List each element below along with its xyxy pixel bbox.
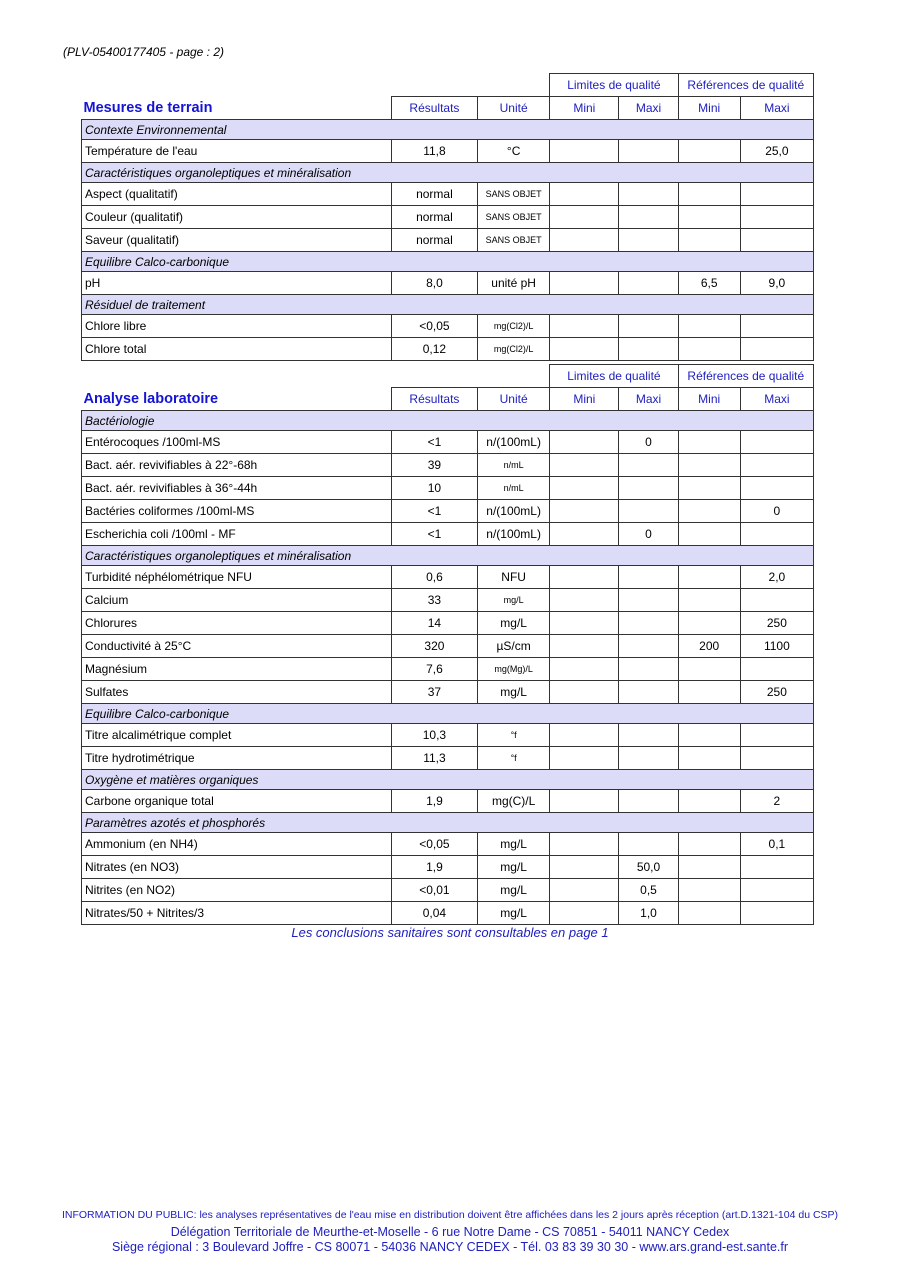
limit-maxi-value bbox=[619, 566, 678, 589]
result-value: 1,9 bbox=[391, 790, 477, 813]
result-value: <1 bbox=[391, 500, 477, 523]
ref-mini-value bbox=[678, 183, 740, 206]
result-value: 37 bbox=[391, 681, 477, 704]
unit-value: mg(Cl2)/L bbox=[478, 338, 550, 361]
group-row bbox=[82, 704, 814, 724]
ref-mini-value bbox=[678, 477, 740, 500]
ref-maxi-value bbox=[740, 431, 813, 454]
unit-value: mg/L bbox=[478, 856, 550, 879]
unit-value: n/mL bbox=[478, 477, 550, 500]
ref-maxi-value bbox=[740, 523, 813, 546]
unit-value: °f bbox=[478, 747, 550, 770]
table-row bbox=[82, 140, 814, 163]
unit-value: SANS OBJET bbox=[478, 229, 550, 252]
limit-maxi-value bbox=[619, 612, 678, 635]
ref-maxi-value bbox=[740, 589, 813, 612]
limit-mini-value bbox=[550, 454, 619, 477]
parameter-name: Saveur (qualitatif) bbox=[82, 229, 392, 252]
limit-maxi-value: 0 bbox=[619, 431, 678, 454]
result-value: normal bbox=[391, 206, 477, 229]
labo-tbody bbox=[82, 365, 814, 925]
result-value: 11,8 bbox=[391, 140, 477, 163]
ref-maxi-value: 250 bbox=[740, 612, 813, 635]
limit-mini-value bbox=[550, 790, 619, 813]
limit-mini-value bbox=[550, 658, 619, 681]
parameter-name: Calcium bbox=[82, 589, 392, 612]
limit-maxi-value bbox=[619, 183, 678, 206]
limit-mini-value bbox=[550, 856, 619, 879]
ref-maxi-value bbox=[740, 658, 813, 681]
header-unite: Unité bbox=[478, 388, 550, 411]
footer-delegation: Délégation Territoriale de Meurthe-et-Moselle - 6 rue Notre Dame - CS 70851 - 54011 NANCY Cedex bbox=[170, 1225, 730, 1239]
table-row bbox=[82, 454, 814, 477]
parameter-name: Sulfates bbox=[82, 681, 392, 704]
unit-value: mg/L bbox=[478, 589, 550, 612]
limit-mini-value bbox=[550, 747, 619, 770]
limit-mini-value bbox=[550, 338, 619, 361]
ref-mini-value bbox=[678, 140, 740, 163]
limit-maxi-value bbox=[619, 140, 678, 163]
parameter-name: Entérocoques /100ml-MS bbox=[82, 431, 392, 454]
ref-maxi-value bbox=[740, 338, 813, 361]
unit-value: n/mL bbox=[478, 454, 550, 477]
ref-mini-value bbox=[678, 747, 740, 770]
header-unite: Unité bbox=[478, 97, 550, 120]
result-value: 10 bbox=[391, 477, 477, 500]
ref-mini-value bbox=[678, 229, 740, 252]
limit-mini-value bbox=[550, 879, 619, 902]
limit-maxi-value: 50,0 bbox=[619, 856, 678, 879]
group-label: Résiduel de traitement bbox=[82, 295, 814, 315]
header-ref-mini: Mini bbox=[678, 97, 740, 120]
result-value: 320 bbox=[391, 635, 477, 658]
ref-mini-value bbox=[678, 658, 740, 681]
result-value: normal bbox=[391, 229, 477, 252]
limit-maxi-value bbox=[619, 833, 678, 856]
parameter-name: Ammonium (en NH4) bbox=[82, 833, 392, 856]
limit-maxi-value bbox=[619, 477, 678, 500]
table-row bbox=[82, 523, 814, 546]
unit-value: unité pH bbox=[478, 272, 550, 295]
limit-mini-value bbox=[550, 523, 619, 546]
table-row bbox=[82, 431, 814, 454]
limit-maxi-value bbox=[619, 681, 678, 704]
limit-mini-value bbox=[550, 902, 619, 925]
ref-mini-value bbox=[678, 454, 740, 477]
page-reference: (PLV-05400177405 - page : 2) bbox=[63, 45, 225, 59]
limit-mini-value bbox=[550, 229, 619, 252]
table-row bbox=[82, 183, 814, 206]
table-row bbox=[82, 338, 814, 361]
limit-mini-value bbox=[550, 635, 619, 658]
result-value: 0,04 bbox=[391, 902, 477, 925]
unit-value: mg/L bbox=[478, 681, 550, 704]
parameter-name: pH bbox=[82, 272, 392, 295]
group-label: Paramètres azotés et phosphorés bbox=[82, 813, 814, 833]
parameter-name: Aspect (qualitatif) bbox=[82, 183, 392, 206]
table-row bbox=[82, 589, 814, 612]
result-value: 0,6 bbox=[391, 566, 477, 589]
header-limit-maxi: Maxi bbox=[619, 97, 678, 120]
parameter-name: Escherichia coli /100ml - MF bbox=[82, 523, 392, 546]
table-row bbox=[82, 500, 814, 523]
limit-maxi-value bbox=[619, 454, 678, 477]
ref-maxi-value bbox=[740, 477, 813, 500]
unit-value: mg/L bbox=[478, 879, 550, 902]
group-row bbox=[82, 411, 814, 431]
group-label: Caractéristiques organoleptiques et minéralisation bbox=[82, 546, 814, 566]
ref-maxi-value: 0,1 bbox=[740, 833, 813, 856]
result-value: 39 bbox=[391, 454, 477, 477]
ref-mini-value bbox=[678, 879, 740, 902]
footer-siege: Siège régional : 3 Boulevard Joffre - CS 80071 - 54036 NANCY CEDEX - Tél. 03 83 39 30 30 - www.ars.grand-est.sante.fr bbox=[111, 1240, 789, 1254]
header-spacer bbox=[82, 365, 550, 388]
table-row bbox=[82, 229, 814, 252]
result-value: <0,05 bbox=[391, 315, 477, 338]
unit-value: mg/L bbox=[478, 612, 550, 635]
limit-mini-value bbox=[550, 681, 619, 704]
parameter-name: Chlore total bbox=[82, 338, 392, 361]
ref-maxi-value: 0 bbox=[740, 500, 813, 523]
ref-mini-value bbox=[678, 338, 740, 361]
ref-mini-value bbox=[678, 431, 740, 454]
table-row bbox=[82, 681, 814, 704]
parameter-name: Carbone organique total bbox=[82, 790, 392, 813]
limit-mini-value bbox=[550, 589, 619, 612]
group-label: Equilibre Calco-carbonique bbox=[82, 704, 814, 724]
parameter-name: Nitrites (en NO2) bbox=[82, 879, 392, 902]
limit-maxi-value bbox=[619, 338, 678, 361]
unit-value: mg(Mg)/L bbox=[478, 658, 550, 681]
parameter-name: Bactéries coliformes /100ml-MS bbox=[82, 500, 392, 523]
parameter-name: Couleur (qualitatif) bbox=[82, 206, 392, 229]
unit-value: SANS OBJET bbox=[478, 206, 550, 229]
ref-maxi-value bbox=[740, 856, 813, 879]
result-value: 7,6 bbox=[391, 658, 477, 681]
result-value: 10,3 bbox=[391, 724, 477, 747]
parameter-name: Température de l'eau bbox=[82, 140, 392, 163]
result-value: 8,0 bbox=[391, 272, 477, 295]
limit-mini-value bbox=[550, 500, 619, 523]
limit-maxi-value bbox=[619, 206, 678, 229]
unit-value: µS/cm bbox=[478, 635, 550, 658]
ref-mini-value bbox=[678, 902, 740, 925]
ref-mini-value: 6,5 bbox=[678, 272, 740, 295]
table-row bbox=[82, 658, 814, 681]
unit-value: mg(C)/L bbox=[478, 790, 550, 813]
footer-public-info: INFORMATION DU PUBLIC: les analyses représentatives de l'eau mise en distribution doivent être affichées dans les 2 jours après réception (art.D.1321-104 du CSP) bbox=[61, 1209, 839, 1221]
ref-mini-value bbox=[678, 833, 740, 856]
group-label: Bactériologie bbox=[82, 411, 814, 431]
ref-mini-value bbox=[678, 612, 740, 635]
table-row bbox=[82, 315, 814, 338]
header-ref-mini: Mini bbox=[678, 388, 740, 411]
ref-maxi-value: 9,0 bbox=[740, 272, 813, 295]
table-row bbox=[82, 902, 814, 925]
group-label: Oxygène et matières organiques bbox=[82, 770, 814, 790]
ref-maxi-value bbox=[740, 879, 813, 902]
result-value: <0,05 bbox=[391, 833, 477, 856]
group-label: Contexte Environnemental bbox=[82, 120, 814, 140]
ref-maxi-value: 1100 bbox=[740, 635, 813, 658]
parameter-name: Titre alcalimétrique complet bbox=[82, 724, 392, 747]
section-title: Mesures de terrain bbox=[83, 99, 213, 116]
table-row bbox=[82, 833, 814, 856]
group-row bbox=[82, 163, 814, 183]
parameter-name: Bact. aér. revivifiables à 36°-44h bbox=[82, 477, 392, 500]
limit-maxi-value bbox=[619, 500, 678, 523]
group-label: Equilibre Calco-carbonique bbox=[82, 252, 814, 272]
ref-maxi-value bbox=[740, 315, 813, 338]
ref-mini-value bbox=[678, 589, 740, 612]
section-title: Analyse laboratoire bbox=[83, 390, 219, 407]
limit-maxi-value bbox=[619, 658, 678, 681]
header-references-qualite: Références de qualité bbox=[678, 365, 813, 388]
group-row bbox=[82, 546, 814, 566]
parameter-name: Bact. aér. revivifiables à 22°-68h bbox=[82, 454, 392, 477]
ref-maxi-value: 2 bbox=[740, 790, 813, 813]
header-row-columns bbox=[82, 388, 814, 411]
result-value: 0,12 bbox=[391, 338, 477, 361]
table-row bbox=[82, 747, 814, 770]
ref-mini-value: 200 bbox=[678, 635, 740, 658]
unit-value: n/(100mL) bbox=[478, 500, 550, 523]
parameter-name: Nitrates (en NO3) bbox=[82, 856, 392, 879]
limit-mini-value bbox=[550, 724, 619, 747]
ref-mini-value bbox=[678, 856, 740, 879]
table-row bbox=[82, 879, 814, 902]
conclusion-note: Les conclusions sanitaires sont consultables en page 1 bbox=[291, 925, 609, 940]
limit-mini-value bbox=[550, 566, 619, 589]
group-row bbox=[82, 295, 814, 315]
header-limites-qualite: Limites de qualité bbox=[550, 365, 678, 388]
limit-maxi-value bbox=[619, 315, 678, 338]
ref-maxi-value: 25,0 bbox=[740, 140, 813, 163]
terrain-table bbox=[81, 73, 814, 361]
header-row-columns bbox=[82, 97, 814, 120]
table-row bbox=[82, 477, 814, 500]
table-row bbox=[82, 206, 814, 229]
unit-value: n/(100mL) bbox=[478, 523, 550, 546]
table-row bbox=[82, 856, 814, 879]
limit-maxi-value bbox=[619, 272, 678, 295]
table-row bbox=[82, 790, 814, 813]
result-value: <1 bbox=[391, 523, 477, 546]
ref-maxi-value bbox=[740, 229, 813, 252]
limit-mini-value bbox=[550, 477, 619, 500]
ref-mini-value bbox=[678, 500, 740, 523]
limit-maxi-value: 1,0 bbox=[619, 902, 678, 925]
limit-mini-value bbox=[550, 833, 619, 856]
table-row bbox=[82, 272, 814, 295]
result-value: <0,01 bbox=[391, 879, 477, 902]
limit-maxi-value bbox=[619, 724, 678, 747]
limit-mini-value bbox=[550, 206, 619, 229]
table-row bbox=[82, 635, 814, 658]
limit-mini-value bbox=[550, 140, 619, 163]
unit-value: °C bbox=[478, 140, 550, 163]
limit-maxi-value bbox=[619, 635, 678, 658]
ref-mini-value bbox=[678, 681, 740, 704]
limit-maxi-value bbox=[619, 747, 678, 770]
parameter-name: Conductivité à 25°C bbox=[82, 635, 392, 658]
result-value: 1,9 bbox=[391, 856, 477, 879]
ref-maxi-value: 2,0 bbox=[740, 566, 813, 589]
header-limit-mini: Mini bbox=[550, 97, 619, 120]
limit-mini-value bbox=[550, 272, 619, 295]
unit-value: mg/L bbox=[478, 902, 550, 925]
ref-maxi-value bbox=[740, 206, 813, 229]
header-resultats: Résultats bbox=[391, 97, 477, 120]
group-row bbox=[82, 770, 814, 790]
table-row bbox=[82, 612, 814, 635]
parameter-name: Nitrates/50 + Nitrites/3 bbox=[82, 902, 392, 925]
limit-mini-value bbox=[550, 183, 619, 206]
header-resultats: Résultats bbox=[391, 388, 477, 411]
limit-maxi-value: 0 bbox=[619, 523, 678, 546]
limit-maxi-value: 0,5 bbox=[619, 879, 678, 902]
group-row bbox=[82, 120, 814, 140]
ref-maxi-value bbox=[740, 183, 813, 206]
unit-value: °f bbox=[478, 724, 550, 747]
labo-table bbox=[81, 364, 814, 925]
ref-maxi-value bbox=[740, 724, 813, 747]
header-ref-maxi: Maxi bbox=[740, 97, 813, 120]
group-label: Caractéristiques organoleptiques et minéralisation bbox=[82, 163, 814, 183]
unit-value: NFU bbox=[478, 566, 550, 589]
ref-mini-value bbox=[678, 315, 740, 338]
header-spacer bbox=[82, 74, 550, 97]
labo-section bbox=[81, 364, 814, 925]
result-value: 33 bbox=[391, 589, 477, 612]
unit-value: n/(100mL) bbox=[478, 431, 550, 454]
limit-mini-value bbox=[550, 612, 619, 635]
limit-maxi-value bbox=[619, 229, 678, 252]
parameter-name: Magnésium bbox=[82, 658, 392, 681]
ref-mini-value bbox=[678, 566, 740, 589]
limit-maxi-value bbox=[619, 790, 678, 813]
header-row-limits bbox=[82, 74, 814, 97]
table-row bbox=[82, 724, 814, 747]
parameter-name: Titre hydrotimétrique bbox=[82, 747, 392, 770]
parameter-name: Chlore libre bbox=[82, 315, 392, 338]
ref-maxi-value: 250 bbox=[740, 681, 813, 704]
limit-maxi-value bbox=[619, 589, 678, 612]
table-row bbox=[82, 566, 814, 589]
unit-value: SANS OBJET bbox=[478, 183, 550, 206]
header-limit-maxi: Maxi bbox=[619, 388, 678, 411]
terrain-section bbox=[81, 73, 814, 361]
ref-mini-value bbox=[678, 790, 740, 813]
group-row bbox=[82, 813, 814, 833]
header-ref-maxi: Maxi bbox=[740, 388, 813, 411]
header-limit-mini: Mini bbox=[550, 388, 619, 411]
ref-mini-value bbox=[678, 523, 740, 546]
header-row-limits bbox=[82, 365, 814, 388]
ref-maxi-value bbox=[740, 454, 813, 477]
parameter-name: Turbidité néphélométrique NFU bbox=[82, 566, 392, 589]
ref-mini-value bbox=[678, 724, 740, 747]
group-row bbox=[82, 252, 814, 272]
limit-mini-value bbox=[550, 431, 619, 454]
parameter-name: Chlorures bbox=[82, 612, 392, 635]
result-value: 14 bbox=[391, 612, 477, 635]
ref-mini-value bbox=[678, 206, 740, 229]
result-value: 11,3 bbox=[391, 747, 477, 770]
ref-maxi-value bbox=[740, 902, 813, 925]
header-references-qualite: Références de qualité bbox=[678, 74, 813, 97]
unit-value: mg(Cl2)/L bbox=[478, 315, 550, 338]
terrain-tbody bbox=[82, 74, 814, 361]
ref-maxi-value bbox=[740, 747, 813, 770]
header-limites-qualite: Limites de qualité bbox=[550, 74, 678, 97]
result-value: <1 bbox=[391, 431, 477, 454]
unit-value: mg/L bbox=[478, 833, 550, 856]
result-value: normal bbox=[391, 183, 477, 206]
limit-mini-value bbox=[550, 315, 619, 338]
